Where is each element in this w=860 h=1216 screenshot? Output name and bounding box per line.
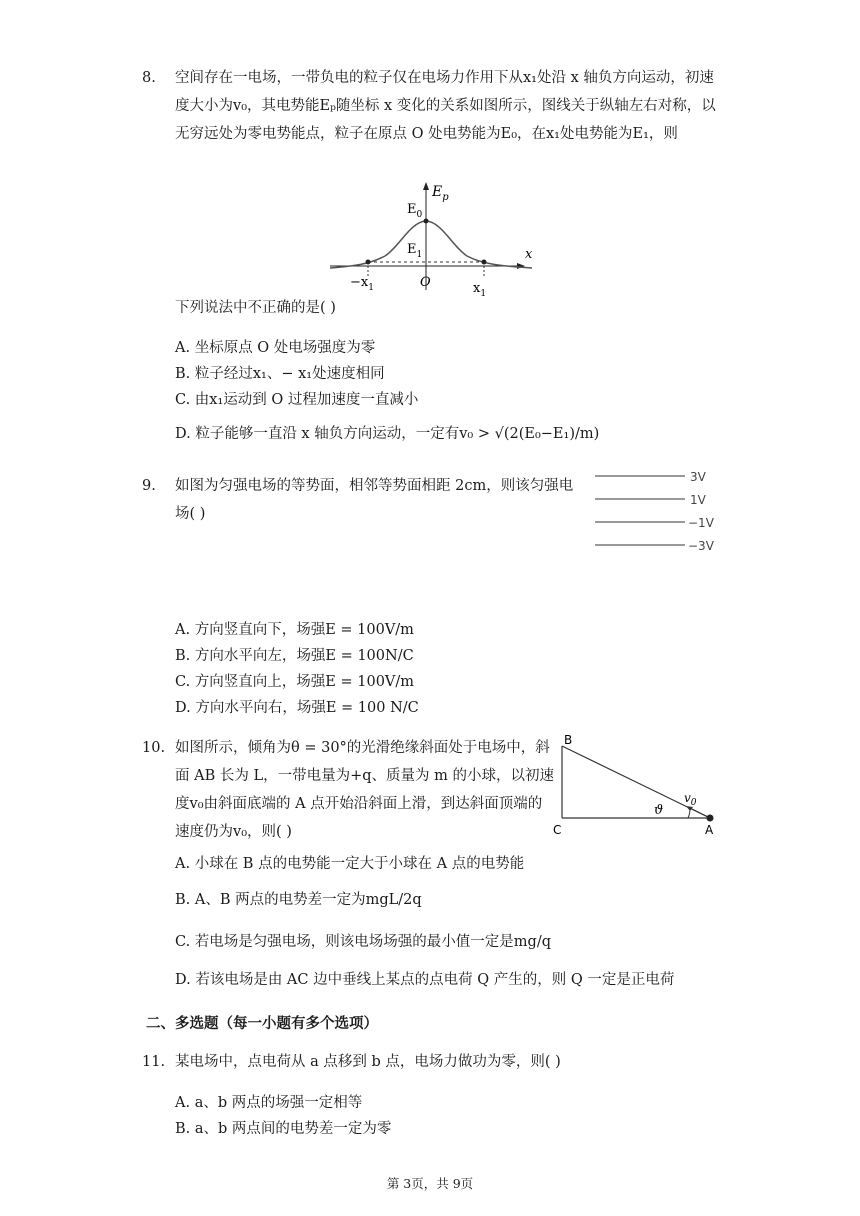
q9-option-b: B. 方向水平向左，场强E = 100N/C <box>175 648 414 664</box>
x1-label: x <box>473 281 481 296</box>
label-c: C <box>553 823 562 837</box>
question-number: 8. <box>142 70 156 86</box>
label-a: A <box>705 823 714 837</box>
q9-option-d: D. 方向水平向右，场强E = 100 N/C <box>175 700 419 716</box>
potential-energy-curve <box>330 221 532 268</box>
section-title: 二、多选题（每一小题有多个选项） <box>146 1016 378 1032</box>
question-10 <box>142 734 556 846</box>
question-11 <box>142 1048 726 1076</box>
label-theta: ϑ <box>654 803 664 818</box>
point-x1 <box>482 260 487 265</box>
q10-option-d: D. 若该电场是由 AC 边中垂线上某点的点电荷 Q 产生的，则 Q 一定是正电荷 <box>175 972 675 988</box>
svg-text:E0: $E_0$ <box>407 202 423 220</box>
e1-label: E <box>407 242 417 257</box>
svg-text:Ep: $E_p$ <box>432 184 449 203</box>
svg-text:−x1: $-x_1$ <box>350 275 374 293</box>
ball <box>707 815 714 822</box>
question-number: 9. <box>142 478 156 494</box>
q10-option-b: B. A、B 两点的电势差一定为mgL/2q <box>175 892 422 908</box>
q8-option-c: C. 由x₁运动到 O 过程加速度一直减小 <box>175 392 419 408</box>
question-number: 11. <box>142 1054 166 1070</box>
question-8 <box>142 64 726 148</box>
label-neg-1v: −1V <box>688 516 714 530</box>
e0-label: E <box>407 202 417 217</box>
q11-option-a: A. a、b 两点的场强一定相等 <box>175 1095 363 1111</box>
q10-option-a: A. 小球在 B 点的电势能一定大于小球在 A 点的电势能 <box>175 856 525 872</box>
question-number: 10. <box>142 740 166 756</box>
question-text: 某电场中，点电荷从 a 点移到 b 点，电场力做功为零，则( ) <box>175 1054 561 1070</box>
q8-option-d: D. 粒子能够一直沿 x 轴负方向运动，一定有v₀ > √(2(E₀−E₁)/m) <box>175 426 600 442</box>
svg-text:E1: $E_1$ <box>407 242 423 260</box>
q8-option-b: B. 粒子经过x₁、− x₁处速度相同 <box>175 366 385 382</box>
incline-figure <box>550 732 730 842</box>
page-footer: 第 3页，共 9页 <box>386 1176 474 1191</box>
label-1v: 1V <box>690 493 706 507</box>
point-neg-x1 <box>366 260 371 265</box>
label-neg-3v: −3V <box>688 539 714 553</box>
point-e0 <box>424 219 429 224</box>
q10-option-c: C. 若电场是匀强电场，则该电场场强的最小值一定是mg/q <box>175 934 551 950</box>
svg-text:x1: $x_1$ <box>473 281 487 299</box>
q8-option-a: A. 坐标原点 O 处电场强度为零 <box>175 340 376 356</box>
neg-x1-label: −x <box>350 275 369 290</box>
question-text: 如图所示，倾角为θ = 30°的光滑绝缘斜面处于电场中，斜面 AB 长为 L，一带电量为+q、质量为 m 的小球，以初速度v₀由斜面底端的 A 点开始沿斜面上滑，到达斜面顶端的速度仍为v₀，则( ) <box>175 740 554 840</box>
equipotential-lines-figure <box>590 466 730 556</box>
question-text: 空间存在一电场，一带负电的粒子仅在电场力作用下从x₁处沿 x 轴负方向运动，初速度大小为v₀，其电势能Eₚ随坐标 x 变化的关系如图所示，图线关于纵轴左右对称，以无穷远处为零电势能点，粒子在原点 O 处电势能为E₀，在x₁处电势能为E₁，则 <box>175 70 716 142</box>
question-text: 如图为匀强电场的等势面，相邻等势面相距 2cm，则该匀强电场( ) <box>175 478 574 522</box>
svg-text:v0: $v_0$ <box>684 791 697 808</box>
label-b: B <box>564 733 573 747</box>
x-axis-label: x <box>525 247 533 262</box>
q11-option-b: B. a、b 两点间的电势差一定为零 <box>175 1121 392 1137</box>
label-v0: v <box>684 791 691 805</box>
origin-label: O <box>420 275 431 290</box>
ep-label: E <box>432 184 443 200</box>
potential-energy-graph <box>325 180 540 300</box>
question-9 <box>142 472 586 528</box>
label-3v: 3V <box>690 470 706 484</box>
question-8-prompt: 下列说法中不正确的是( ) <box>175 300 336 316</box>
q9-option-c: C. 方向竖直向上，场强E = 100V/m <box>175 674 415 690</box>
q9-option-a: A. 方向竖直向下，场强E = 100V/m <box>175 622 414 638</box>
